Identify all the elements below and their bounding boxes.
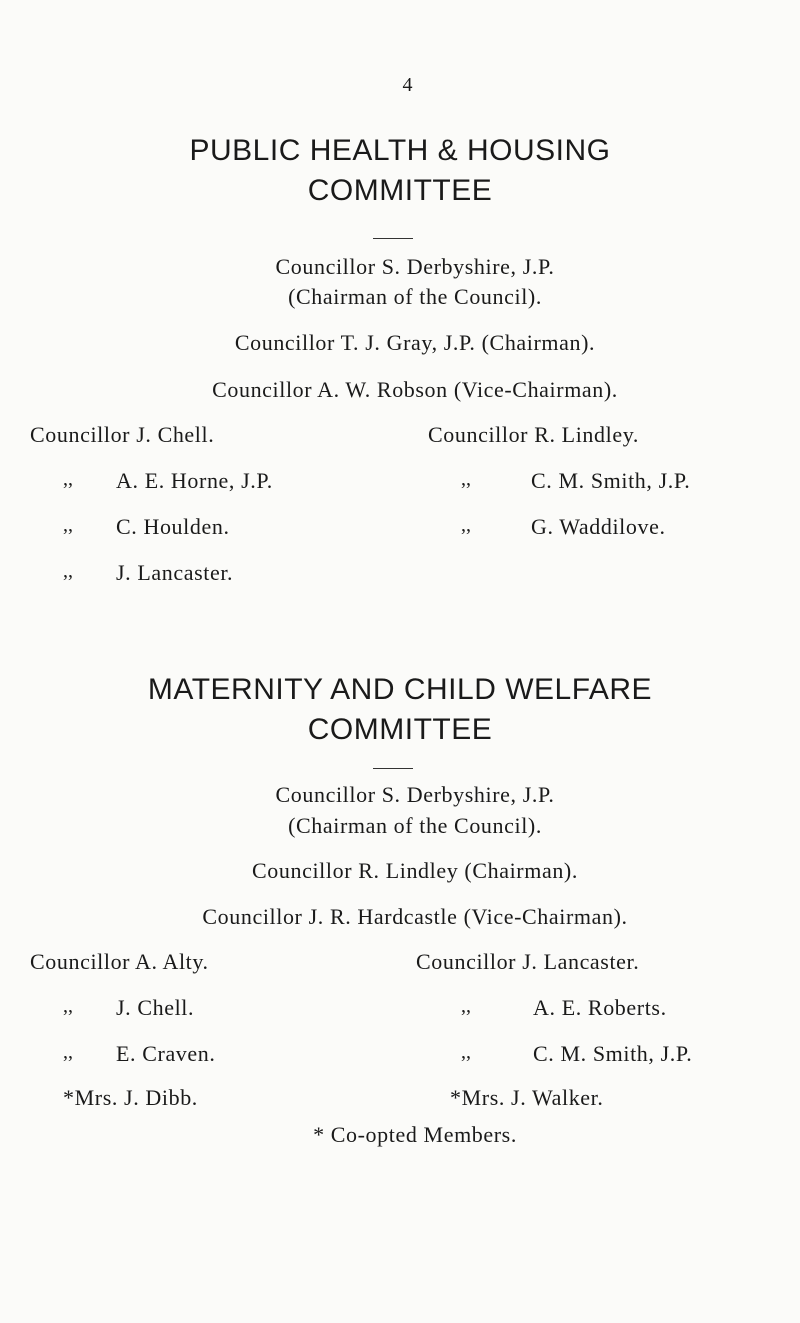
ditto-mark: ,, [461, 1041, 471, 1063]
committee-title-2: COMMITTEE [307, 174, 493, 207]
co-opted-member: *Mrs. J. Dibb. [63, 1085, 198, 1110]
ex-officio-note: (Chairman of the Council). [288, 813, 542, 838]
ex-officio-member: Councillor S. Derbyshire, J.P. [275, 782, 555, 807]
ditto-mark: ,, [461, 514, 471, 536]
ditto-mark: ,, [63, 995, 73, 1017]
member: G. Waddilove. [531, 514, 666, 539]
member: A. E. Roberts. [533, 995, 667, 1020]
ditto-mark: ,, [461, 468, 471, 490]
co-opted-member: *Mrs. J. Walker. [450, 1085, 604, 1110]
vice-chairman: Councillor A. W. Robson (Vice-Chairman). [212, 377, 618, 402]
committee-title: MATERNITY AND CHILD WELFARE [147, 673, 653, 706]
ditto-mark: ,, [63, 514, 73, 536]
page-number: 4 [402, 74, 413, 96]
member: Councillor J. Chell. [30, 422, 215, 447]
member: J. Chell. [116, 995, 195, 1020]
member: E. Craven. [116, 1041, 216, 1066]
member: A. E. Horne, J.P. [116, 468, 273, 493]
vice-chairman: Councillor J. R. Hardcastle (Vice-Chairman). [202, 904, 628, 929]
ex-officio-member: Councillor S. Derbyshire, J.P. [275, 254, 555, 279]
divider [373, 238, 413, 239]
ditto-mark: ,, [63, 1041, 73, 1063]
member: J. Lancaster. [116, 560, 234, 585]
committee-title-2: COMMITTEE [307, 713, 493, 746]
member: Councillor A. Alty. [30, 949, 209, 974]
member: C. M. Smith, J.P. [531, 468, 691, 493]
member: C. Houlden. [116, 514, 230, 539]
ditto-mark: ,, [63, 560, 73, 582]
ditto-mark: ,, [461, 995, 471, 1017]
footnote: * Co-opted Members. [313, 1122, 517, 1147]
chairman: Councillor T. J. Gray, J.P. (Chairman). [234, 330, 596, 355]
member: C. M. Smith, J.P. [533, 1041, 693, 1066]
member: Councillor R. Lindley. [428, 422, 639, 447]
member: Councillor J. Lancaster. [416, 949, 640, 974]
committee-title: PUBLIC HEALTH & HOUSING [189, 134, 611, 167]
divider [373, 768, 413, 769]
ditto-mark: ,, [63, 468, 73, 490]
ex-officio-note: (Chairman of the Council). [288, 284, 542, 309]
chairman: Councillor R. Lindley (Chairman). [252, 858, 578, 883]
